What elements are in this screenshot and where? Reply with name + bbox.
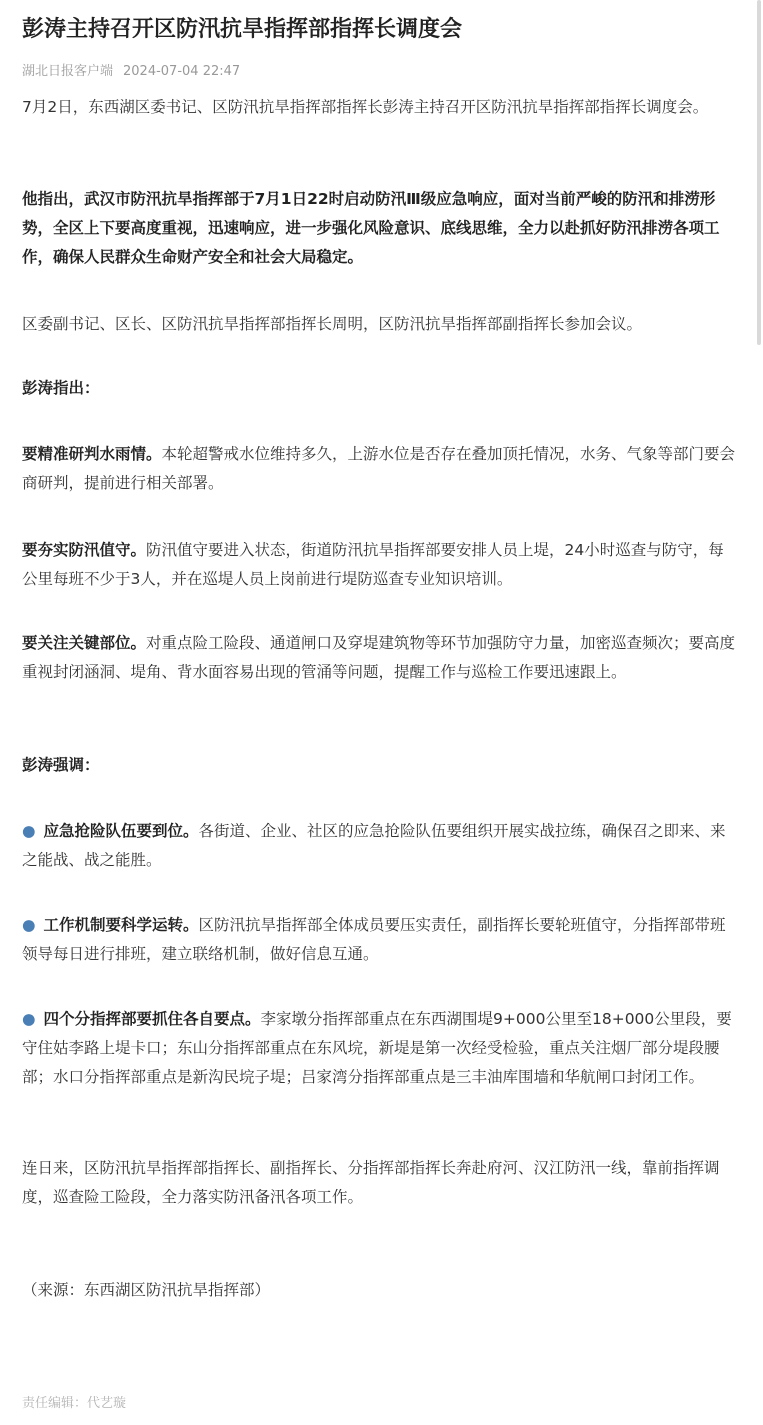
publish-datetime: 2024-07-04 22:47: [123, 64, 241, 79]
scrollbar[interactable]: [757, 0, 761, 345]
point-text: 防汛值守要进入状态，街道防汛抗旱指挥部要安排人员上堤，24小时巡查与防守，每公里每班不少于3人，并在巡堤人员上岗前进行堤防巡查专业知识培训。: [22, 541, 724, 588]
paragraph-key-point: 他指出，武汉市防汛抗旱指挥部于7月1日22时启动防汛Ⅲ级应急响应，面对当前严峻的防汛和排涝形势，全区上下要高度重视，迅速响应，进一步强化风险意识、底线思维，全力以赴抓好防汛排涝各项工作，确保人民群众生命财产安全和社会大局稳定。: [22, 190, 720, 266]
bullet-item: [22, 817, 738, 875]
point-item: [22, 536, 738, 594]
bullet-text: 区防汛抗旱指挥部全体成员要压实责任，副指挥长要轮班值守，分指挥部带班领导每日进行排班，建立联络机制，做好信息互通。: [22, 916, 726, 963]
point-lead: 要关注关键部位。: [22, 634, 147, 652]
bullet-text: 各街道、企业、社区的应急抢险队伍要组织开展实战拉练，确保召之即来、来之能战、战之能胜。: [22, 822, 726, 869]
article-meta: [22, 62, 240, 82]
point-lead: 要精准研判水雨情。: [22, 445, 162, 463]
bullet-item: [22, 1005, 738, 1092]
paragraph-closing: 连日来，区防汛抗旱指挥部指挥长、副指挥长、分指挥部指挥长奔赴府河、汉江防汛一线，靠前指挥调度，巡查险工险段，全力落实防汛备汛各项工作。: [22, 1159, 720, 1206]
article-title: 彭涛主持召开区防汛抗旱指挥部指挥长调度会: [22, 17, 463, 42]
paragraph-intro: 7月2日，东西湖区委书记、区防汛抗旱指挥部指挥长彭涛主持召开区防汛抗旱指挥部指挥长调度会。: [22, 98, 709, 116]
editor-credit: 责任编辑：代艺璇: [22, 1396, 127, 1411]
point-item: [22, 440, 738, 498]
point-text: 本轮超警戒水位维持多久，上游水位是否存在叠加顶托情况，水务、气象等部门要会商研判，提前进行相关部署。: [22, 445, 736, 492]
bullet-lead: 四个分指挥部要抓住各自要点。: [43, 1010, 261, 1028]
bullet-lead: 工作机制要科学运转。: [43, 916, 199, 934]
section-heading-pointed-out: 彭涛指出：: [22, 379, 100, 397]
point-lead: 要夯实防汛值守。: [22, 541, 147, 559]
paragraph-attendees: 区委副书记、区长、区防汛抗旱指挥部指挥长周明，区防汛抗旱指挥部副指挥长参加会议。: [22, 315, 643, 333]
bullet-icon: ●: [22, 822, 36, 840]
source-note: （来源：东西湖区防汛抗旱指挥部）: [22, 1281, 271, 1299]
bullet-item: [22, 911, 738, 969]
bullet-icon: ●: [22, 1010, 36, 1028]
point-item: [22, 629, 738, 687]
source-name[interactable]: 湖北日报客户端: [22, 64, 114, 79]
point-text: 对重点险工险段、通道闸口及穿堤建筑物等环节加强防守力量，加密巡查频次；要高度重视封闭涵洞、堤角、背水面容易出现的管涌等问题，提醒工作与巡检工作要迅速跟上。: [22, 634, 736, 681]
bullet-icon: ●: [22, 916, 36, 934]
bullet-lead: 应急抢险队伍要到位。: [43, 822, 199, 840]
section-heading-emphasized: 彭涛强调：: [22, 756, 100, 774]
bullet-text: 李家墩分指挥部重点在东西湖围堤9+000公里至18+000公里段，要守住姑李路上堤卡口；东山分指挥部重点在东风垸，新堤是第一次经受检验，重点关注烟厂部分堤段腰部；水口分指挥部重点是新沟民垸子堤；吕家湾分指挥部重点是三丰油库围墙和华航闸口封闭工作。: [22, 1010, 732, 1086]
